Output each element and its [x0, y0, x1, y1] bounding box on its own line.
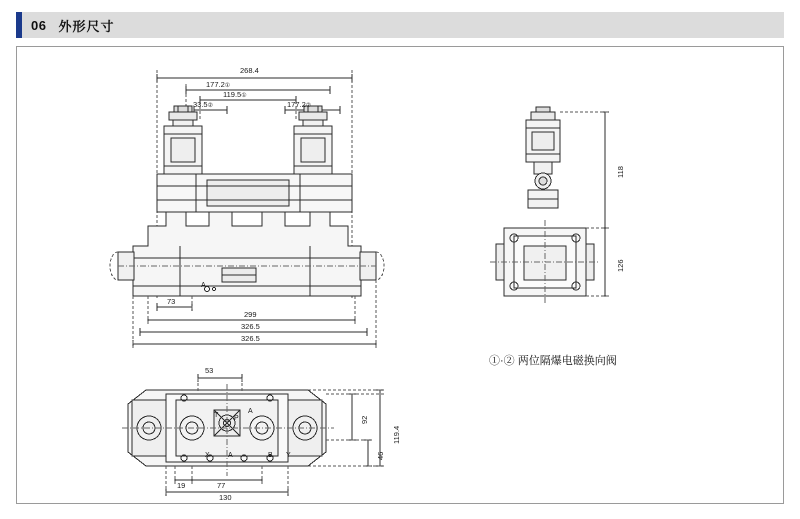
dim-177-2-a: 177.2①: [206, 80, 231, 89]
port-label-y: Y: [286, 452, 291, 459]
dim-119-4: 119.4: [392, 425, 401, 444]
dim-33-5: 33.5②: [193, 100, 213, 109]
dim-299: 299: [244, 310, 257, 319]
dim-119-5: 119.5①: [223, 90, 247, 99]
dim-177-2-b: 177.2②: [287, 100, 312, 109]
dim-326-5-a: 326.5: [241, 322, 260, 331]
side-view-caption: ①·② 两位隔爆电磁换向阀: [489, 355, 617, 367]
label-a-front: A: [201, 282, 206, 289]
dim-118: 118: [616, 166, 625, 178]
dim-130: 130: [219, 493, 232, 502]
dim-53: 53: [205, 366, 214, 375]
port-label-t: T: [214, 412, 219, 419]
port-label-b: B: [268, 452, 273, 459]
dim-92: 92: [360, 415, 369, 424]
port-label-a: A: [228, 452, 233, 459]
dim-126: 126: [616, 259, 625, 272]
port-label-a2: A: [248, 408, 253, 415]
page-title: 外形尺寸: [58, 18, 115, 34]
dim-77: 77: [217, 481, 226, 490]
dim-19: 19: [177, 481, 186, 490]
dim-326-5-b: 326.5: [241, 334, 260, 343]
dim-268-4: 268.4: [240, 66, 259, 75]
dim-46: 46: [376, 451, 385, 460]
dim-73: 73: [167, 297, 176, 306]
port-label-x: X: [205, 452, 210, 459]
section-number: 06: [31, 17, 47, 33]
port-label-p: P: [234, 415, 239, 422]
